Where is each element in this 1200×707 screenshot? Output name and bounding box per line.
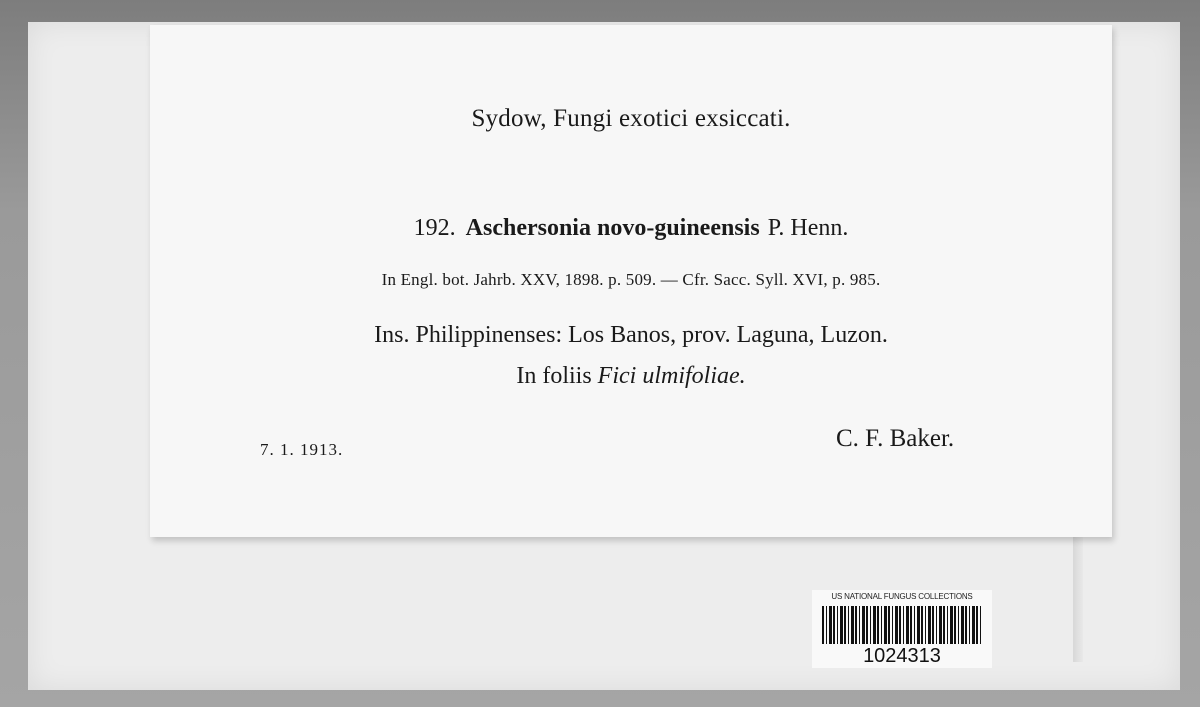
- literature-reference: In Engl. bot. Jahrb. XXV, 1898. p. 509. — Cfr. Sacc. Syll. XVI, p. 985.: [381, 270, 881, 289]
- barcode-bars: [822, 606, 982, 644]
- host-name: Fici ulmifoliae.: [597, 363, 746, 389]
- exsiccata-number: 192.: [413, 215, 456, 241]
- species-line: [150, 215, 1112, 242]
- barcode-number: 1024313: [863, 645, 941, 667]
- host-line: [150, 363, 1112, 390]
- collection-date: 7. 1. 1913.: [260, 440, 344, 459]
- barcode-label: [812, 590, 992, 668]
- series-title: Sydow, Fungi exotici exsiccati.: [471, 105, 791, 132]
- locality: Ins. Philippinenses: Los Banos, prov. Laguna, Luzon.: [374, 322, 888, 348]
- barcode-institution: US NATIONAL FUNGUS COLLECTIONS: [831, 592, 973, 601]
- species-name: Aschersonia novo-guineensis: [465, 215, 760, 241]
- host-prefix: In foliis: [516, 363, 592, 389]
- packet-fold: [1073, 532, 1083, 662]
- species-authority: P. Henn.: [767, 215, 849, 241]
- collector: C. F. Baker.: [836, 425, 955, 452]
- specimen-label: [150, 25, 1112, 537]
